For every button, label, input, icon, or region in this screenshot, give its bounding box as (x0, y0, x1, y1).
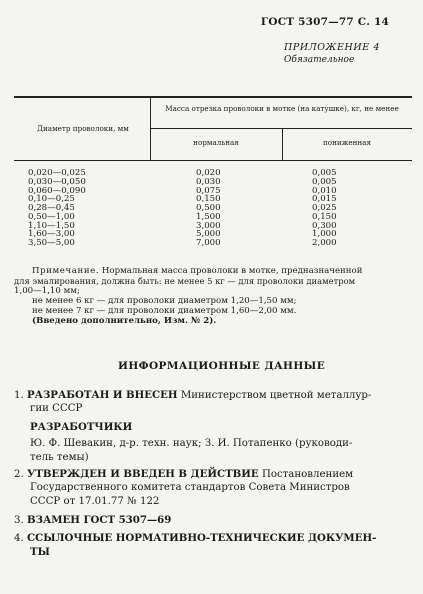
table-cell: 0,28—0,45 (28, 203, 75, 213)
table-cell: 0,300 (312, 220, 337, 231)
table-col3-header: пониженная (323, 138, 371, 147)
developers-title: РАЗРАБОТЧИКИ (30, 421, 133, 433)
table-col-reduced (312, 169, 337, 248)
table-col1-header: Диаметр проволоки, мм (37, 124, 129, 133)
table-cell: 1,10—1,50 (28, 220, 75, 231)
section-4 (14, 531, 376, 546)
table-group-header: Масса отрезка проволоки в мотке (на катушке), кг, не менее (165, 104, 399, 113)
section-title: ВЗАМЕН ГОСТ 5307—69 (26, 514, 172, 526)
table-cell: 0,005 (312, 168, 337, 178)
section-title: ССЫЛОЧНЫЕ НОРМАТИВНО-ТЕХНИЧЕСКИЕ ДОКУМЕН- (26, 532, 377, 544)
table-cell: 0,020 (196, 168, 221, 178)
section-number: 1. (14, 390, 24, 401)
section-2-cont-1: Государственного комитета стандартов Совета Министров (30, 482, 350, 493)
note-line-3: 1,00—1,10 мм; (14, 286, 80, 296)
appendix-title: ПРИЛОЖЕНИЕ 4 (284, 42, 381, 53)
note-label: Примечание. (32, 266, 100, 276)
table-cell: 1,000 (312, 229, 337, 240)
table-cell: 0,010 (312, 185, 337, 196)
table-cell: 0,020—0,025 (28, 168, 86, 178)
section-text: Министерством цветной металлур- (180, 390, 372, 401)
note-line-1 (32, 266, 362, 277)
table-cell: 0,030 (196, 176, 221, 187)
table-cell: 0,060—0,090 (28, 185, 86, 196)
note-line-4: не менее 6 кг — для проволоки диаметром 1,20—1,50 мм; (32, 296, 297, 306)
note-amendment: (Введено дополнительно, Изм. № 2). (32, 316, 217, 326)
table-cell: 0,025 (312, 203, 337, 213)
table-cell: 7,000 (196, 238, 221, 248)
table-cell: 1,500 (196, 211, 221, 222)
note-line-5: не менее 7 кг — для проволоки диаметром 1,60—2,00 мм. (32, 306, 297, 316)
table-cell: 0,005 (312, 176, 337, 187)
table-header-bottom-rule (14, 160, 412, 161)
section-title: РАЗРАБОТАН И ВНЕСЕН (26, 389, 178, 401)
section-4-cont: ТЫ (30, 546, 50, 558)
section-3 (14, 513, 171, 528)
table-cell: 0,150 (196, 194, 221, 205)
table-cell: 0,10—0,25 (28, 194, 75, 205)
table-top-rule (14, 96, 412, 98)
section-2-cont-2: СССР от 17.01.77 № 122 (30, 496, 160, 507)
table-cell: 2,000 (312, 238, 337, 248)
table-col2-header: нормальная (193, 138, 239, 147)
appendix-subtitle: Обязательное (284, 55, 355, 65)
table-cell: 0,015 (312, 194, 337, 205)
section-1-cont: гии СССР (30, 403, 83, 414)
table-cell: 0,150 (312, 211, 337, 222)
table-cell: 0,075 (196, 185, 221, 196)
table-col-divider-2 (282, 128, 283, 160)
table-cell: 0,50—1,00 (28, 211, 75, 222)
section-number: 4. (14, 533, 24, 544)
note-line-2: для эмалирования, должна быть: не менее 5 кг — для проволоки диаметром (14, 276, 356, 286)
table-cell: 3,000 (196, 220, 221, 231)
info-heading: ИНФОРМАЦИОННЫЕ ДАННЫЕ (118, 360, 326, 372)
table-cell: 0,030—0,050 (28, 176, 86, 187)
table-col-diameter (28, 169, 86, 248)
table-cell: 5,000 (196, 229, 221, 240)
page-header: ГОСТ 5307—77 С. 14 (260, 16, 389, 28)
table-cell: 1,60—3,00 (28, 229, 75, 240)
section-title: УТВЕРЖДЕН И ВВЕДЕН В ДЕЙСТВИЕ (26, 468, 259, 480)
table-col-normal (196, 169, 221, 248)
developers-line-1: Ю. Ф. Шевакин, д-р. техн. наук; З. И. Потапенко (руководи- (30, 438, 353, 449)
section-2 (14, 467, 353, 482)
section-1 (14, 388, 371, 403)
table-subheader-rule (150, 128, 412, 129)
table-cell: 3,50—5,00 (28, 238, 75, 248)
section-text: Постановлением (261, 469, 354, 480)
developers-line-2: тель темы) (30, 452, 89, 463)
section-number: 3. (14, 515, 24, 526)
note-text: Нормальная масса проволоки в мотке, предназначенной (101, 266, 363, 276)
table-cell: 0,500 (196, 203, 221, 213)
section-number: 2. (14, 469, 24, 480)
